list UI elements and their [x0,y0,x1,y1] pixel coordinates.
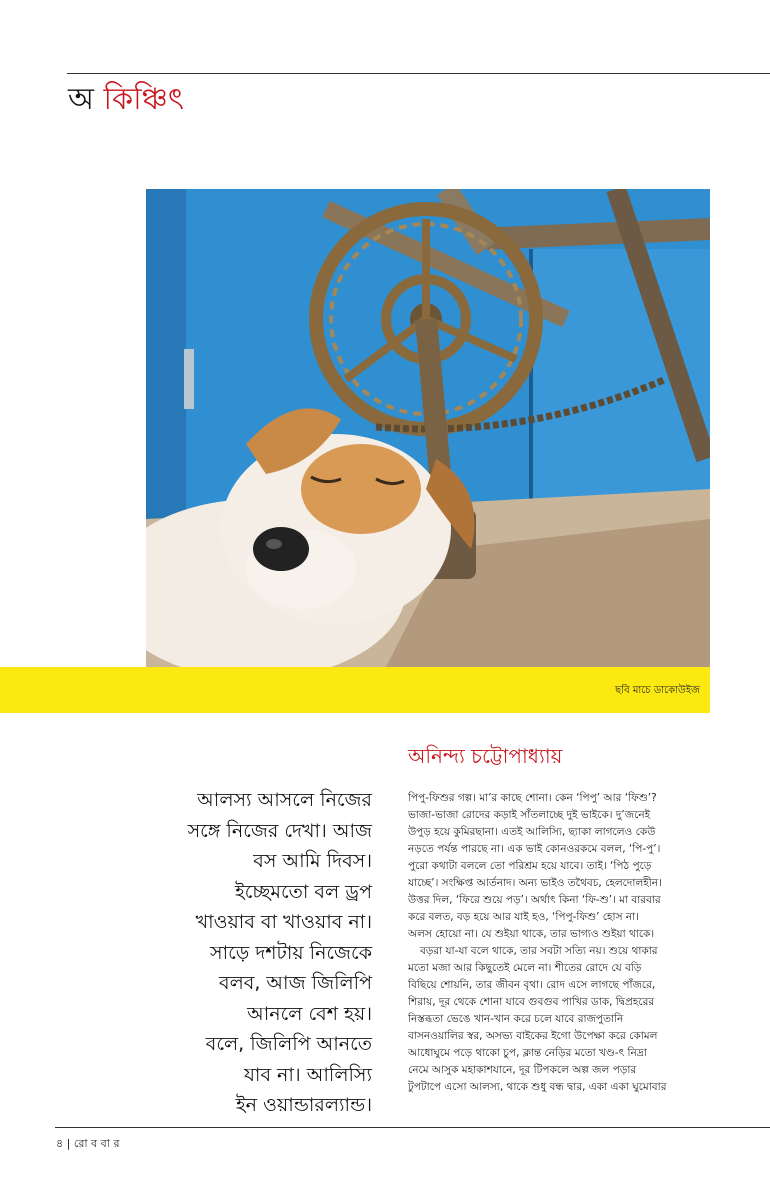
bottom-rule [55,1127,770,1128]
body-line: আধোঘুমে পড়ে থাকো চুপ, ক্লান্ত নেড়ির মতো খণ্ড-ৎ নিদ্রা [408,1047,647,1059]
footer-separator: | [66,1137,71,1150]
pull-quote-line: ইন ওয়ান্ডারল্যান্ড। [235,1094,372,1116]
body-line: নেমে আসুক মহাকাশযানে, দূর টিপকলে অল্প জল পড়ার [408,1064,637,1076]
magazine-name: রো ব বা র [73,1137,120,1150]
body-line: উত্তর দিল, ‘ফিরে শুয়ে পড়’। অর্থাৎ কিনা ‘ফি-শু’। মা বারবার [408,894,661,906]
body-line: অলস হোয়ো না। যে শুইয়া থাকে, তার ভাগ্যও শুইয়া থাকে। [408,928,655,940]
body-line: পুরো কথাটা বললে তো পরিশ্রম হয়ে যাবে। তাই। ‘পিঠ পুড়ে [408,860,652,872]
article-body [408,790,714,1096]
body-line: শিরায়, দূর থেকে শোনা যাবে গুবগুব পাখির ডাক, দ্বিপ্রহরের [408,996,655,1008]
page-footer [56,1135,120,1154]
pull-quote-line: সঙ্গে নিজের দেখা। আজ [187,819,372,842]
body-line: পিপু-ফিশুর গল্প। মা’র কাছে শোনা। কেন ‘পিপু’ আর ‘ফিশু’? [408,792,657,804]
body-line: নিস্তব্ধতা ভেঙে খান-খান করে চলে যাবে রাজপুতানি [408,1013,624,1025]
pull-quote-line: ইচ্ছেমতো বল ড্রপ [234,880,372,903]
pull-quote-line: বলে, জিলিপি আনতে [205,1033,372,1055]
section-name: কিঞ্চিৎ [103,82,184,117]
pull-quote-line: খাওয়াব বা খাওয়াব না। [195,911,372,933]
author-byline: অনিন্দ্য চট্টোপাধ্যায় [408,744,563,768]
pull-quote-line: যাব না। আলিস্যি [243,1063,372,1086]
section-prefix: অ [68,82,94,117]
body-line: বিছিয়ে শোয়নি, তার জীবন বৃথা। রোদ এসে লাগছে পাঁজরে, [408,979,656,991]
body-line: করে বলত, বড় হয়ে আর যাই হও, ‘পিপু-ফিশু’ হোস না। [408,911,639,923]
body-line: বড়রা যা-যা বলে থাকে, তার সবটা সত্যি নয়। শুয়ে থাকার [420,945,658,957]
body-line: যাচ্ছে’। সংক্ষিপ্ত আর্তনাদ। অন্য ভাইও তথৈবচ, হেলদোলহীন। [408,877,662,889]
body-line: উপুড় হয়ে কুমিরছানা। এতই আলিস্যি, ছ্যাকা লাগলেও কেউ [408,826,656,838]
dog-photo [146,189,710,667]
caption-band [0,667,710,713]
body-line: নড়তে পর্যন্ত পারছে না। এক ভাই কোনওরকমে বলল, ‘পি-পু’। [408,843,661,855]
photo-credit: ছবি মাচে ডাকোউইজ [615,685,700,696]
pull-quote-line: আনলে বেশ হয়। [247,1002,372,1025]
pull-quote-line: বস আমি দিবস। [253,850,372,872]
pull-quote-line: সাড়ে দশটায় নিজেকে [210,941,372,964]
section-title [68,80,184,120]
top-rule [67,73,770,74]
body-line: টুপটাপে এসো আলস্য, থাকে শুধু বন্ধ দ্বার, একা একা ঘুমোবার [408,1081,667,1093]
body-line: মতো মজা আর কিছুতেই মেলে না। শীতের রোদে যে বড়ি [408,962,642,974]
sleeping-dog-bicycle-icon [146,189,710,667]
body-line: ভাজা-ভাজা রোদের কড়াই সাঁতলাচ্ছে দুই ভাইকে। দু’জনেই [408,809,651,821]
pull-quote-line: বলব, আজ জিলিপি [219,972,372,994]
page-number: ৪ [56,1137,64,1150]
body-line: বাসনওয়ালির স্বর, অসভ্য বাইকের ইগো উপেক্ষা করে কোমল [408,1030,658,1042]
pull-quote [180,785,372,1121]
pull-quote-line: আলস্য আসলে নিজের [197,789,372,811]
